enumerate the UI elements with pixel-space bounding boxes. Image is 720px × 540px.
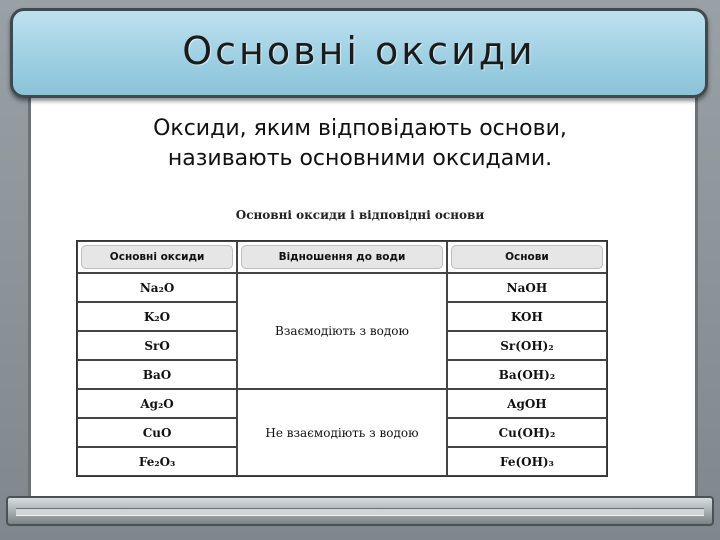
definition-line-1: Оксиди, яким відповідають основи, — [153, 116, 567, 141]
oxide-cell: SrO — [77, 331, 237, 360]
table-header-row — [77, 241, 607, 273]
table-caption: Основні оксиди і відповідні основи — [235, 208, 485, 222]
oxide-cell: CuO — [77, 418, 237, 447]
base-cell: AgOH — [447, 389, 607, 418]
header-bases-label: Основи — [451, 245, 603, 269]
slide-title: Основні оксиди — [182, 29, 536, 73]
header-oxides — [77, 241, 237, 273]
definition-text — [60, 114, 660, 174]
header-relation — [237, 241, 447, 273]
base-cell: Fe(OH)₃ — [447, 447, 607, 476]
oxides-table-figure — [62, 232, 638, 506]
base-cell: Sr(OH)₂ — [447, 331, 607, 360]
base-cell: KOH — [447, 302, 607, 331]
oxide-cell: Fe₂O₃ — [77, 447, 237, 476]
board-bottom-rail — [6, 496, 714, 526]
table-row — [77, 389, 607, 418]
title-bar — [10, 8, 708, 98]
oxide-cell: BaO — [77, 360, 237, 389]
base-cell: Ba(OH)₂ — [447, 360, 607, 389]
oxide-cell: Ag₂O — [77, 389, 237, 418]
header-relation-label: Відношення до води — [241, 245, 443, 269]
base-cell: Cu(OH)₂ — [447, 418, 607, 447]
oxide-cell: K₂O — [77, 302, 237, 331]
relation-cell-not-reacts: Не взаємодіють з водою — [237, 389, 447, 476]
relation-cell-reacts: Взаємодіють з водою — [237, 273, 447, 389]
oxide-cell: Na₂O — [77, 273, 237, 302]
header-oxides-label: Основні оксиди — [81, 245, 233, 269]
rail-groove — [16, 508, 704, 516]
oxides-table — [76, 240, 608, 477]
table-row — [77, 273, 607, 302]
base-cell: NaOH — [447, 273, 607, 302]
header-bases — [447, 241, 607, 273]
definition-line-2: називають основними оксидами. — [167, 146, 553, 171]
